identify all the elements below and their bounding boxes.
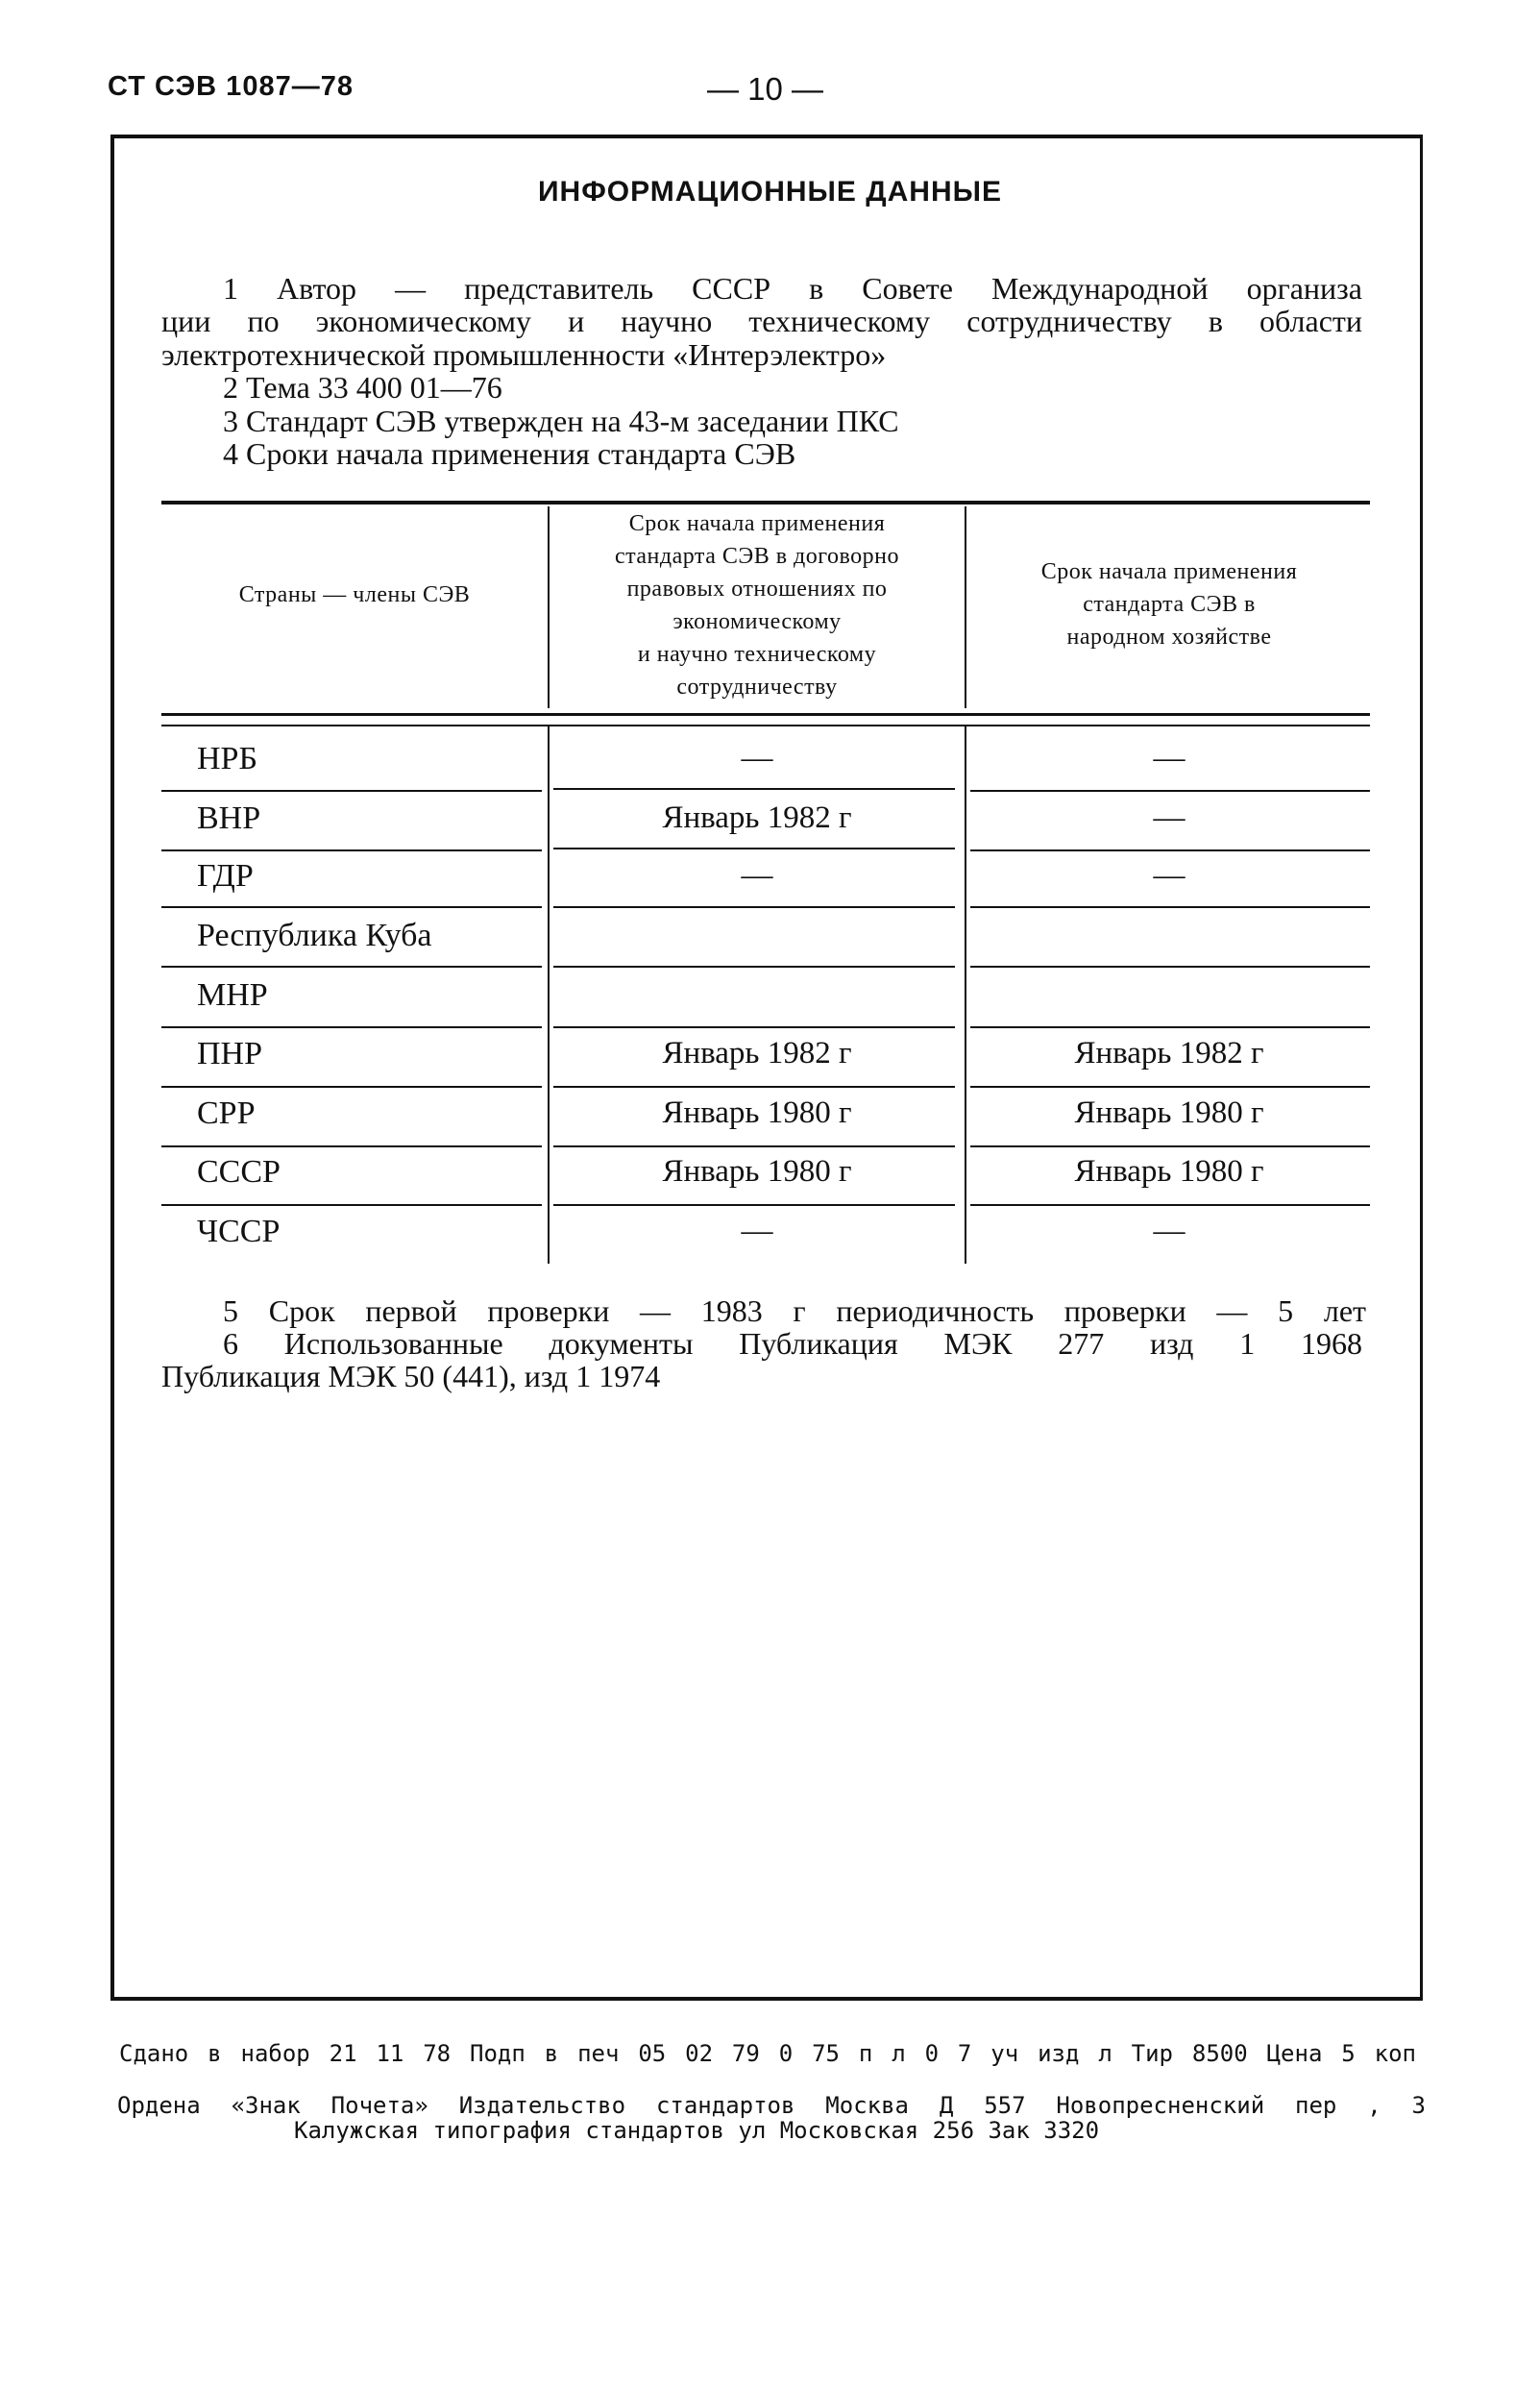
header-contract-date	[551, 507, 963, 703]
row-rule	[553, 788, 955, 790]
header-economy-line: Срок начала применения	[1040, 559, 1298, 584]
row-rule	[553, 1086, 955, 1088]
contract-date: —	[741, 858, 773, 893]
header-contract-line: правовых отношениях по	[626, 577, 888, 602]
header-contract-line: экономическому	[672, 609, 842, 634]
header-contract-line: и научно техническому	[637, 642, 877, 667]
table-col-divider-2-body	[965, 726, 966, 1264]
info-item-1-line-1: 1 Автор — представитель СССР в Совете Международной организа	[223, 271, 1362, 306]
info-title: ИНФОРМАЦИОННЫЕ ДАННЫЕ	[537, 176, 1003, 208]
economy-date: Январь 1980 г	[1074, 1154, 1264, 1189]
country-name: ПНР	[197, 1036, 263, 1071]
country-name: ГДР	[197, 858, 254, 894]
row-rule	[553, 966, 955, 968]
row-rule	[553, 848, 955, 849]
row-rule	[161, 906, 542, 908]
row-rule	[970, 790, 1370, 792]
country-name: СРР	[197, 1095, 256, 1131]
row-rule	[970, 1145, 1370, 1147]
header-economy-line: народном хозяйстве	[1066, 625, 1272, 650]
row-rule	[161, 1204, 542, 1206]
country-name: ВНР	[197, 800, 261, 836]
country-name: МНР	[197, 977, 268, 1013]
economy-date: —	[1153, 858, 1186, 893]
row-rule	[553, 1026, 955, 1028]
row-rule	[161, 966, 542, 968]
table-header-rule	[161, 713, 1370, 716]
header-contract-line: стандарта СЭВ в договорно	[614, 544, 900, 569]
table-top-rule	[161, 501, 1370, 504]
row-rule	[553, 1204, 955, 1206]
info-item-6-line-2: Публикация МЭК 50 (441), изд 1 1974	[161, 1359, 661, 1393]
table-col-divider-1	[548, 506, 550, 708]
country-name: НРБ	[197, 741, 257, 776]
row-rule	[161, 849, 542, 851]
row-rule	[553, 906, 955, 908]
printer-info: Калужская типография стандартов ул Московская 256 Зак 3320	[294, 2117, 1100, 2144]
row-rule	[161, 1086, 542, 1088]
table-col-divider-2	[965, 506, 966, 708]
info-item-6-line-1: 6 Использованные документы Публикация МЭК 277 изд 1 1968	[223, 1326, 1362, 1361]
economy-date: —	[1153, 1214, 1186, 1248]
standard-code: СТ СЭВ 1087—78	[108, 71, 354, 102]
header-countries: Страны — члены СЭВ	[238, 582, 471, 607]
country-name: Республика Куба	[197, 918, 432, 953]
info-item-1-line-3: электротехнической промышленности «Интерэлектро»	[161, 337, 887, 372]
economy-date: —	[1153, 741, 1186, 775]
economy-date: —	[1153, 800, 1186, 835]
table-header-rule-2	[161, 725, 1370, 726]
info-item-3: 3 Стандарт СЭВ утвержден на 43-м заседании ПКС	[223, 404, 899, 438]
table-col-divider-1-body	[548, 726, 550, 1264]
publisher-info: Ордена «Знак Почета» Издательство стандартов Москва Д 557 Новопресненский пер , 3	[117, 2092, 1426, 2119]
row-rule	[553, 1145, 955, 1147]
row-rule	[970, 966, 1370, 968]
country-name: ЧССР	[197, 1214, 281, 1249]
contract-date: Январь 1982 г	[662, 1036, 852, 1070]
contract-date: Январь 1980 г	[662, 1095, 852, 1130]
header-economy-line: стандарта СЭВ в	[1083, 592, 1256, 617]
contract-date: —	[741, 741, 773, 775]
header-contract-line: Срок начала применения	[628, 511, 886, 536]
row-rule	[161, 1026, 542, 1028]
economy-date: Январь 1980 г	[1074, 1095, 1264, 1130]
info-item-5: 5 Срок первой проверки — 1983 г периодичность проверки — 5 лет	[223, 1293, 1366, 1328]
row-rule	[970, 1086, 1370, 1088]
print-info: Сдано в набор 21 11 78 Подп в печ 05 02 79 0 75 п л 0 7 уч изд л Тир 8500 Цена 5 коп	[119, 2040, 1416, 2067]
row-rule	[161, 790, 542, 792]
contract-date: Январь 1980 г	[662, 1154, 852, 1189]
page-number: — 10 —	[707, 71, 824, 107]
country-name: СССР	[197, 1154, 281, 1190]
header-economy-date	[968, 555, 1370, 653]
info-item-2: 2 Тема 33 400 01—76	[223, 370, 502, 405]
contract-date: Январь 1982 г	[662, 800, 852, 835]
info-item-1-line-2: ции по экономическому и научно техническому сотрудничеству в области	[161, 304, 1362, 338]
row-rule	[970, 849, 1370, 851]
info-item-4: 4 Сроки начала применения стандарта СЭВ	[223, 436, 796, 471]
header-contract-line: сотрудничеству	[676, 675, 838, 700]
row-rule	[970, 1026, 1370, 1028]
row-rule	[970, 1204, 1370, 1206]
row-rule	[161, 1145, 542, 1147]
contract-date: —	[741, 1214, 773, 1248]
economy-date: Январь 1982 г	[1074, 1036, 1264, 1070]
row-rule	[970, 906, 1370, 908]
